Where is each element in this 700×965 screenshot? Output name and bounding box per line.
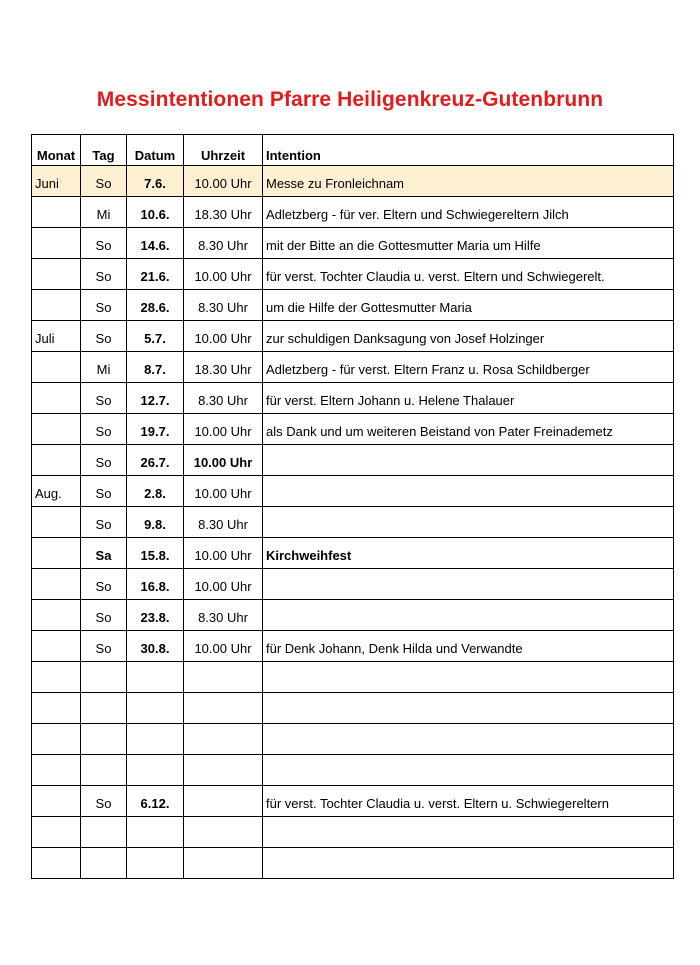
cell-tag: So (81, 383, 127, 414)
cell-intention: mit der Bitte an die Gottesmutter Maria um Hilfe (263, 228, 674, 259)
cell-uhrzeit: 10.00 Uhr (184, 445, 263, 476)
table-row (32, 817, 674, 848)
cell-monat (32, 290, 81, 321)
cell-intention: als Dank und um weiteren Beistand von Pater Freinademetz (263, 414, 674, 445)
cell-intention (263, 755, 674, 786)
cell-datum (127, 817, 184, 848)
cell-datum: 23.8. (127, 600, 184, 631)
cell-uhrzeit: 10.00 Uhr (184, 569, 263, 600)
cell-uhrzeit (184, 662, 263, 693)
cell-tag: Mi (81, 352, 127, 383)
cell-monat: Juni (32, 166, 81, 197)
cell-intention: für verst. Tochter Claudia u. verst. Eltern und Schwiegerelt. (263, 259, 674, 290)
cell-monat (32, 197, 81, 228)
cell-tag (81, 755, 127, 786)
table-row (32, 569, 674, 600)
table-row (32, 538, 674, 569)
header-datum: Datum (127, 135, 184, 166)
cell-datum: 5.7. (127, 321, 184, 352)
cell-monat (32, 693, 81, 724)
cell-intention (263, 848, 674, 879)
table-row (32, 166, 674, 197)
cell-monat (32, 383, 81, 414)
cell-uhrzeit (184, 755, 263, 786)
cell-monat (32, 600, 81, 631)
cell-intention (263, 507, 674, 538)
cell-tag (81, 662, 127, 693)
cell-uhrzeit (184, 817, 263, 848)
cell-tag: So (81, 507, 127, 538)
cell-monat (32, 507, 81, 538)
cell-intention (263, 662, 674, 693)
cell-tag: So (81, 290, 127, 321)
cell-intention (263, 600, 674, 631)
cell-monat (32, 445, 81, 476)
table-row (32, 631, 674, 662)
cell-datum: 30.8. (127, 631, 184, 662)
cell-intention (263, 693, 674, 724)
cell-datum: 8.7. (127, 352, 184, 383)
cell-tag: So (81, 228, 127, 259)
cell-uhrzeit: 10.00 Uhr (184, 321, 263, 352)
cell-uhrzeit: 10.00 Uhr (184, 538, 263, 569)
cell-uhrzeit: 8.30 Uhr (184, 383, 263, 414)
cell-intention: Messe zu Fronleichnam (263, 166, 674, 197)
table-row (32, 724, 674, 755)
cell-intention: für verst. Tochter Claudia u. verst. Eltern u. Schwiegereltern (263, 786, 674, 817)
cell-uhrzeit: 10.00 Uhr (184, 414, 263, 445)
cell-intention: um die Hilfe der Gottesmutter Maria (263, 290, 674, 321)
cell-tag: So (81, 321, 127, 352)
cell-tag (81, 848, 127, 879)
cell-intention (263, 724, 674, 755)
cell-datum: 21.6. (127, 259, 184, 290)
table-row (32, 755, 674, 786)
cell-tag (81, 693, 127, 724)
cell-uhrzeit: 18.30 Uhr (184, 352, 263, 383)
cell-datum (127, 848, 184, 879)
table-row (32, 290, 674, 321)
cell-tag (81, 724, 127, 755)
table-row (32, 662, 674, 693)
cell-monat (32, 414, 81, 445)
cell-datum: 6.12. (127, 786, 184, 817)
cell-datum: 19.7. (127, 414, 184, 445)
cell-intention: für verst. Eltern Johann u. Helene Thalauer (263, 383, 674, 414)
cell-intention: zur schuldigen Danksagung von Josef Holzinger (263, 321, 674, 352)
cell-uhrzeit: 10.00 Uhr (184, 259, 263, 290)
table-row (32, 259, 674, 290)
cell-monat (32, 631, 81, 662)
table-row (32, 321, 674, 352)
cell-datum: 10.6. (127, 197, 184, 228)
cell-datum (127, 693, 184, 724)
cell-datum: 7.6. (127, 166, 184, 197)
cell-datum: 26.7. (127, 445, 184, 476)
table-row (32, 228, 674, 259)
cell-monat (32, 755, 81, 786)
cell-monat (32, 352, 81, 383)
page-title: Messintentionen Pfarre Heiligenkreuz-Gutenbrunn (96, 88, 604, 111)
cell-intention (263, 476, 674, 507)
cell-intention (263, 445, 674, 476)
cell-datum (127, 662, 184, 693)
table-row (32, 383, 674, 414)
mass-intentions-table (31, 134, 674, 879)
table-row (32, 600, 674, 631)
cell-monat (32, 724, 81, 755)
cell-uhrzeit: 8.30 Uhr (184, 228, 263, 259)
cell-intention: Adletzberg - für verst. Eltern Franz u. Rosa Schildberger (263, 352, 674, 383)
cell-uhrzeit: 10.00 Uhr (184, 631, 263, 662)
table-row (32, 476, 674, 507)
table-row (32, 414, 674, 445)
table-row (32, 352, 674, 383)
cell-tag: So (81, 166, 127, 197)
cell-tag: So (81, 476, 127, 507)
cell-datum: 15.8. (127, 538, 184, 569)
cell-uhrzeit: 10.00 Uhr (184, 166, 263, 197)
cell-uhrzeit: 8.30 Uhr (184, 507, 263, 538)
cell-tag: So (81, 631, 127, 662)
cell-monat (32, 848, 81, 879)
cell-datum: 14.6. (127, 228, 184, 259)
header-uhrzeit: Uhrzeit (184, 135, 263, 166)
cell-datum (127, 724, 184, 755)
cell-monat (32, 538, 81, 569)
cell-tag: So (81, 569, 127, 600)
table-row (32, 197, 674, 228)
cell-tag: Sa (81, 538, 127, 569)
table-row (32, 445, 674, 476)
cell-tag: So (81, 600, 127, 631)
cell-datum: 2.8. (127, 476, 184, 507)
table-row (32, 507, 674, 538)
cell-monat (32, 786, 81, 817)
cell-datum: 16.8. (127, 569, 184, 600)
cell-intention: Adletzberg - für ver. Eltern und Schwiegereltern Jilch (263, 197, 674, 228)
cell-uhrzeit (184, 693, 263, 724)
header-tag: Tag (81, 135, 127, 166)
cell-monat (32, 662, 81, 693)
cell-uhrzeit (184, 724, 263, 755)
cell-tag: So (81, 786, 127, 817)
cell-uhrzeit (184, 848, 263, 879)
header-monat: Monat (32, 135, 81, 166)
cell-tag: Mi (81, 197, 127, 228)
cell-tag: So (81, 445, 127, 476)
cell-tag: So (81, 259, 127, 290)
table-header-row (32, 135, 674, 166)
cell-tag: So (81, 414, 127, 445)
cell-datum: 12.7. (127, 383, 184, 414)
header-intention: Intention (263, 135, 674, 166)
table-row (32, 693, 674, 724)
cell-datum: 9.8. (127, 507, 184, 538)
cell-uhrzeit: 8.30 Uhr (184, 600, 263, 631)
cell-tag (81, 817, 127, 848)
table-row (32, 848, 674, 879)
cell-intention: für Denk Johann, Denk Hilda und Verwandte (263, 631, 674, 662)
cell-uhrzeit: 8.30 Uhr (184, 290, 263, 321)
cell-monat: Aug. (32, 476, 81, 507)
cell-uhrzeit: 10.00 Uhr (184, 476, 263, 507)
cell-monat: Juli (32, 321, 81, 352)
cell-intention: Kirchweihfest (263, 538, 674, 569)
table-body (32, 166, 674, 879)
cell-intention (263, 569, 674, 600)
cell-uhrzeit (184, 786, 263, 817)
cell-monat (32, 569, 81, 600)
cell-monat (32, 228, 81, 259)
cell-monat (32, 817, 81, 848)
cell-datum: 28.6. (127, 290, 184, 321)
cell-intention (263, 817, 674, 848)
cell-uhrzeit: 18.30 Uhr (184, 197, 263, 228)
table-row (32, 786, 674, 817)
cell-datum (127, 755, 184, 786)
cell-monat (32, 259, 81, 290)
